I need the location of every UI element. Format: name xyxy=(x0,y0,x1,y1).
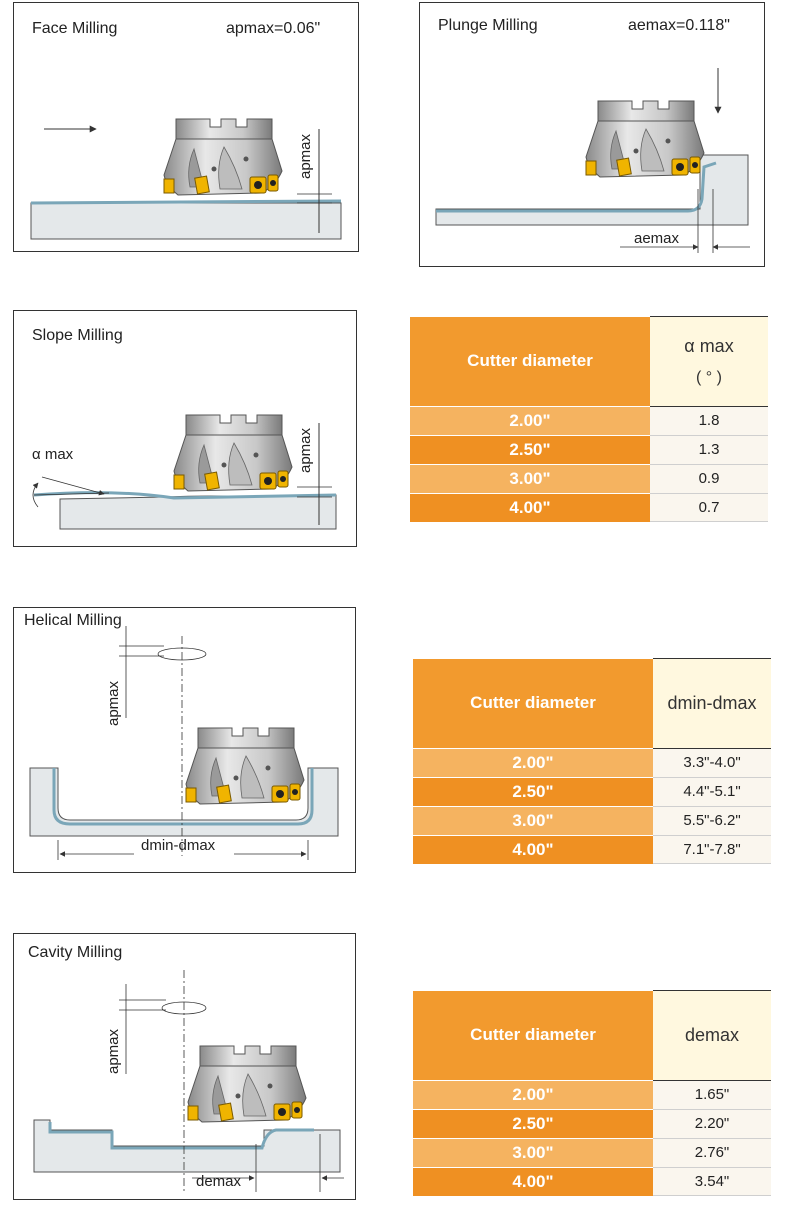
table-cell-diameter: 4.00" xyxy=(410,493,650,521)
cavity-milling-table xyxy=(413,990,771,1196)
cavity-table-header-demax: demax xyxy=(653,991,771,1081)
helical-milling-apmax-label: apmax xyxy=(105,680,122,726)
table-row xyxy=(413,806,771,835)
table-row xyxy=(413,1167,771,1195)
table-row xyxy=(413,1138,771,1167)
slope-milling-panel xyxy=(13,310,357,547)
cavity-milling-apmax-label: apmax xyxy=(105,1028,122,1074)
table-cell-diameter: 3.00" xyxy=(413,1138,653,1167)
cavity-milling-cutter-icon xyxy=(188,1046,306,1122)
helical-milling-title: Helical Milling xyxy=(24,612,122,629)
helical-table-header-cutter: Cutter diameter xyxy=(413,659,653,749)
plunge-milling-aemax-formula: aemax=0.118" xyxy=(628,17,730,34)
table-row xyxy=(410,407,768,436)
table-cell-value: 4.4"-5.1" xyxy=(653,777,771,806)
table-cell-value: 7.1"-7.8" xyxy=(653,835,771,863)
plunge-milling-panel xyxy=(419,2,765,267)
helical-milling-table xyxy=(413,658,771,864)
table-cell-diameter: 2.00" xyxy=(410,407,650,436)
table-cell-diameter: 4.00" xyxy=(413,835,653,863)
table-cell-value: 3.3"-4.0" xyxy=(653,749,771,778)
table-row xyxy=(413,1109,771,1138)
table-row xyxy=(413,835,771,863)
slope-table-header-cutter: Cutter diameter xyxy=(410,317,650,407)
face-milling-diagram xyxy=(14,3,360,253)
table-row xyxy=(413,1081,771,1110)
helical-milling-dmin-dmax-label: dmin-dmax xyxy=(141,837,216,854)
table-cell-value: 0.7 xyxy=(650,493,768,521)
table-row xyxy=(410,464,768,493)
table-row xyxy=(413,777,771,806)
table-cell-diameter: 2.50" xyxy=(413,1109,653,1138)
slope-milling-title: Slope Milling xyxy=(32,327,123,344)
helical-table-header-dmin-dmax: dmin-dmax xyxy=(653,659,771,749)
cavity-milling-demax-label: demax xyxy=(196,1173,242,1190)
slope-milling-cutter-icon xyxy=(174,415,292,491)
table-cell-value: 2.20" xyxy=(653,1109,771,1138)
slope-table-header-alpha xyxy=(650,317,768,407)
plunge-milling-cutter-icon xyxy=(586,101,704,177)
cavity-milling-panel xyxy=(13,933,356,1200)
helical-milling-cutter-icon xyxy=(186,728,304,804)
table-cell-diameter: 4.00" xyxy=(413,1167,653,1195)
slope-milling-alpha-label: α max xyxy=(32,446,74,463)
table-cell-value: 1.65" xyxy=(653,1081,771,1110)
face-milling-panel xyxy=(13,2,359,252)
slope-milling-diagram xyxy=(14,311,358,548)
table-cell-diameter: 2.00" xyxy=(413,1081,653,1110)
face-milling-apmax-label: apmax xyxy=(297,133,314,179)
slope-table-header-alpha-line1: α max xyxy=(684,336,734,356)
table-cell-value: 3.54" xyxy=(653,1167,771,1195)
table-row xyxy=(410,435,768,464)
table-cell-value: 1.3 xyxy=(650,435,768,464)
plunge-milling-title: Plunge Milling xyxy=(438,17,538,34)
plunge-milling-aemax-label: aemax xyxy=(634,230,680,247)
face-milling-apmax-formula: apmax=0.06" xyxy=(226,20,321,37)
table-cell-value: 5.5"-6.2" xyxy=(653,806,771,835)
table-cell-diameter: 3.00" xyxy=(410,464,650,493)
helical-milling-panel xyxy=(13,607,356,873)
table-cell-diameter: 2.50" xyxy=(413,777,653,806)
table-cell-value: 1.8 xyxy=(650,407,768,436)
table-cell-diameter: 2.00" xyxy=(413,749,653,778)
table-cell-value: 0.9 xyxy=(650,464,768,493)
face-milling-cutter-icon xyxy=(164,119,282,195)
table-cell-diameter: 3.00" xyxy=(413,806,653,835)
face-milling-title: Face Milling xyxy=(32,20,118,37)
table-row xyxy=(410,493,768,521)
slope-table-header-alpha-line2: ( ° ) xyxy=(696,369,722,386)
cavity-table-header-cutter: Cutter diameter xyxy=(413,991,653,1081)
plunge-milling-diagram xyxy=(420,3,766,268)
cavity-milling-diagram xyxy=(14,934,357,1201)
helical-milling-diagram xyxy=(14,608,357,874)
slope-milling-table xyxy=(410,316,768,522)
table-cell-diameter: 2.50" xyxy=(410,435,650,464)
cavity-milling-title: Cavity Milling xyxy=(28,944,123,961)
table-cell-value: 2.76" xyxy=(653,1138,771,1167)
table-row xyxy=(413,749,771,778)
slope-milling-apmax-label: apmax xyxy=(297,427,314,473)
